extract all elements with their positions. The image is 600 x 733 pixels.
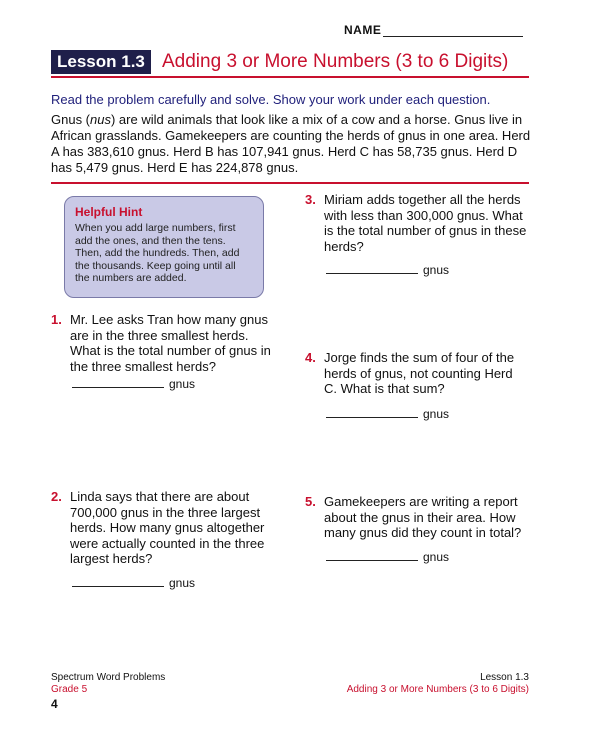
answer-blank[interactable] xyxy=(326,417,418,418)
intro-part1: Gnus ( xyxy=(51,112,91,127)
intro-paragraph xyxy=(51,112,531,176)
question-number: 5. xyxy=(305,494,316,509)
page-number: 4 xyxy=(51,697,58,711)
question-3 xyxy=(305,192,535,252)
answer-1 xyxy=(72,377,195,391)
answer-blank[interactable] xyxy=(72,586,164,587)
name-label: NAME xyxy=(344,23,382,37)
answer-4 xyxy=(326,407,449,421)
footer-right xyxy=(347,672,529,696)
intro-pronunciation: nus xyxy=(90,112,111,127)
question-1 xyxy=(51,312,281,382)
question-2 xyxy=(51,489,281,566)
helpful-hint-box xyxy=(64,196,264,298)
footer-lesson-title: Adding 3 or More Numbers (3 to 6 Digits) xyxy=(346,684,529,695)
question-text: Miriam adds together all the herds with less than 300,000 gnus. What is the total number of gnus in these herds? xyxy=(324,192,527,254)
answer-unit: gnus xyxy=(169,576,196,590)
question-number: 1. xyxy=(51,312,62,327)
answer-blank[interactable] xyxy=(72,387,164,388)
answer-unit: gnus xyxy=(423,263,450,277)
footer-lesson: Lesson 1.3 xyxy=(480,672,529,683)
footer-left xyxy=(51,672,165,696)
question-text: Linda says that there are about 700,000 gnus in the three largest herds. How many gnus altogether were actually counted in the three largest herds? xyxy=(70,489,265,566)
question-number: 3. xyxy=(305,192,316,207)
footer-grade: Grade 5 xyxy=(51,684,88,695)
answer-3 xyxy=(326,263,449,277)
question-4 xyxy=(305,350,535,398)
answer-2 xyxy=(72,576,195,590)
header-divider xyxy=(51,76,529,78)
question-number: 4. xyxy=(305,350,316,365)
instructions: Read the problem carefully and solve. Show your work under each question. xyxy=(51,92,491,107)
answer-unit: gnus xyxy=(423,550,450,564)
answer-blank[interactable] xyxy=(326,560,418,561)
answer-blank[interactable] xyxy=(326,273,418,274)
lesson-badge: Lesson 1.3 xyxy=(51,50,151,74)
answer-unit: gnus xyxy=(169,377,196,391)
answer-unit: gnus xyxy=(423,407,450,421)
footer-book-title: Spectrum Word Problems xyxy=(51,672,166,683)
hint-title: Helpful Hint xyxy=(75,205,143,219)
question-text: Jorge finds the sum of four of the herds of gnus, not counting Herd C. What is that sum? xyxy=(324,350,515,396)
question-text: Mr. Lee asks Tran how many gnus are in the three smallest herds. What is the total number of gnus in the three smallest herds? xyxy=(70,312,271,374)
answer-5 xyxy=(326,550,449,564)
intro-divider xyxy=(51,182,529,184)
name-blank-line[interactable] xyxy=(383,36,523,37)
lesson-title: Adding 3 or More Numbers (3 to 6 Digits) xyxy=(162,51,509,72)
hint-text: When you add large numbers, first add the ones, and then the tens. Then, add the hundreds. Then, add the thousands. Keep going until all the numbers are added. xyxy=(75,222,240,284)
intro-part2: ) are wild animals that look like a mix of a cow and a horse. Gnus live in African grasslands. Gamekeepers are counting the herds of gnus in one area. Herd A has 383,610 gnus. Herd B has 107,941 gnus. Herd C has 58,735 gnus. Herd D has 5,479 gnus. Herd E has 224,878 gnus. xyxy=(51,112,531,175)
question-text: Gamekeepers are writing a report about the gnus in their area. How many gnus did they count in total? xyxy=(324,494,522,540)
question-number: 2. xyxy=(51,489,62,504)
question-5 xyxy=(305,494,535,542)
